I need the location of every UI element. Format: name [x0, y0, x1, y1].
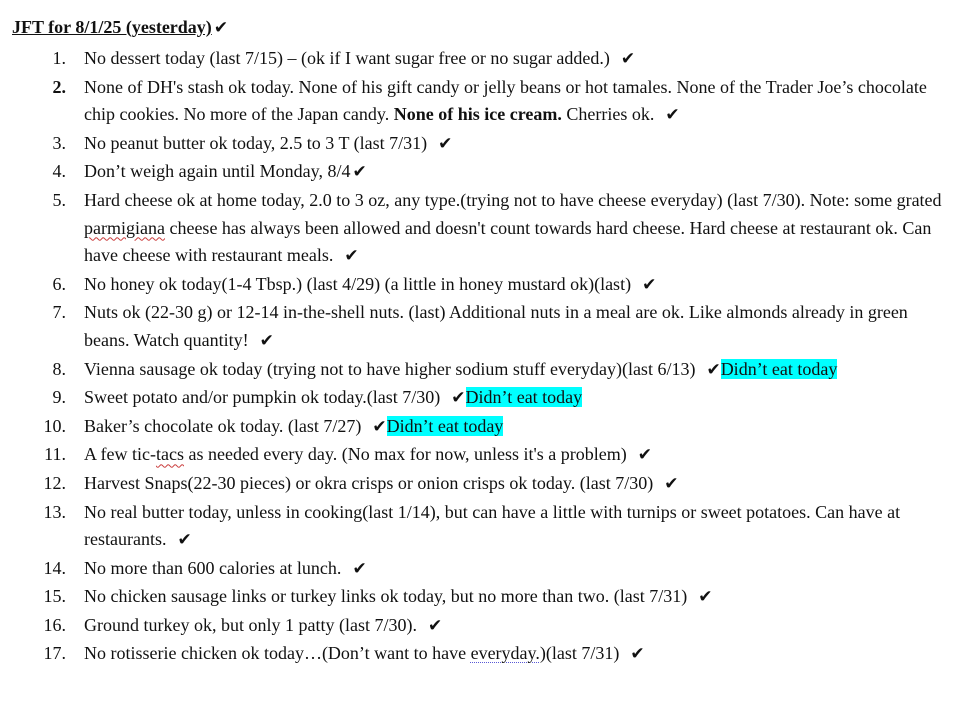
checkmark-icon: ✔ [637, 445, 652, 466]
page-title: JFT for 8/1/25 (yesterday) [12, 17, 212, 37]
list-item [12, 640, 955, 669]
list-item [12, 384, 955, 413]
item-bold-text: None of his ice cream. [393, 104, 562, 125]
item-text-continued: )(last 7/31) [539, 643, 620, 664]
item-text: No chicken sausage links or turkey links ok today, but no more than two. (last 7/31) [84, 586, 688, 607]
highlighted-note: Didn’t eat today [386, 415, 504, 436]
checkmark-icon: ✔ [259, 330, 274, 351]
item-text: None of DH's stash ok today. None of his gift candy or jelly beans or hot tamales. None of the Trader Joe’s chocolate chip cookies. No more of the Japan candy. [84, 76, 927, 125]
item-text: Sweet potato and/or pumpkin ok today.(last 7/30) [84, 387, 441, 408]
item-text: Nuts ok (22-30 g) or 12-14 in-the-shell nuts. (last) Additional nuts in a meal are ok. Like almonds already in green beans. Watch quantity! [84, 302, 908, 350]
checkmark-icon: ✔ [213, 18, 229, 38]
item-number: 5. [52, 189, 66, 210]
item-number: 10. [43, 415, 66, 436]
item-text: No real butter today, unless in cooking(last 1/14), but can have a little with turnips or sweet potatoes. Can have at restaurants. [84, 501, 901, 550]
item-number: 13. [43, 501, 66, 522]
list-item [12, 158, 955, 187]
checkmark-icon: ✔ [177, 530, 192, 551]
item-number: 2. [52, 76, 66, 97]
item-number: 11. [44, 444, 66, 465]
item-text: No more than 600 calories at lunch. [84, 557, 342, 578]
item-text-continued: Cherries ok. [566, 104, 655, 125]
spellcheck-word: parmigiana [84, 217, 165, 238]
list-item [12, 299, 955, 355]
item-number: 12. [43, 472, 66, 493]
highlighted-note: Didn’t eat today [465, 387, 583, 408]
list-item [12, 187, 955, 271]
item-text: No rotisserie chicken ok today…(Don’t want to have [84, 643, 467, 664]
list-item [12, 45, 955, 74]
item-number: 7. [52, 302, 66, 323]
list-item [12, 130, 955, 159]
item-text: A few tic- [84, 444, 156, 465]
list-item [12, 555, 955, 584]
item-number: 4. [52, 161, 66, 182]
list-item [12, 499, 955, 555]
checkmark-icon: ✔ [706, 359, 721, 380]
item-number: 9. [52, 387, 66, 408]
checkmark-icon: ✔ [372, 416, 387, 437]
item-number: 17. [43, 643, 66, 664]
item-text: Hard cheese ok at home today, 2.0 to 3 oz, any type.(trying not to have cheese everyday) (last 7/30). Note: some grated [84, 189, 942, 210]
checkmark-icon: ✔ [665, 105, 680, 126]
item-number: 3. [52, 132, 66, 153]
item-text: Vienna sausage ok today (trying not to have higher sodium stuff everyday)(last 6/13) [84, 358, 696, 379]
list-item [12, 74, 955, 130]
item-text-continued: as needed every day. (No max for now, unless it's a problem) [188, 444, 627, 465]
checkmark-icon: ✔ [344, 246, 359, 267]
item-text: Don’t weigh again until Monday, 8/4 [84, 161, 351, 182]
checkmark-icon: ✔ [642, 274, 657, 295]
checkmark-icon: ✔ [620, 49, 636, 69]
list-item [12, 356, 955, 385]
checkmark-icon: ✔ [427, 615, 443, 636]
item-number: 8. [52, 358, 66, 379]
item-text: Ground turkey ok, but only 1 patty (last 7/30). [84, 614, 417, 635]
item-text: Baker’s chocolate ok today. (last 7/27) [84, 415, 362, 436]
checkmark-icon: ✔ [352, 162, 367, 183]
item-text-continued: cheese has always been allowed and doesn't count towards hard cheese. Hard cheese at restaurant ok. Can have cheese with restaurant meals. [84, 217, 932, 266]
highlighted-note: Didn’t eat today [720, 358, 838, 379]
grammar-check-word: everyday. [470, 643, 540, 664]
item-number: 16. [43, 614, 66, 635]
list-item [12, 583, 955, 612]
list-item [12, 612, 955, 641]
item-text: Harvest Snaps(22-30 pieces) or okra crisps or onion crisps ok today. (last 7/30) [84, 472, 654, 493]
item-number: 6. [52, 273, 66, 294]
list-item [12, 441, 955, 470]
list-item [12, 470, 955, 499]
checkmark-icon: ✔ [352, 558, 367, 579]
checkmark-icon: ✔ [698, 587, 713, 608]
item-number: 15. [43, 586, 66, 607]
spellcheck-word: tacs [155, 444, 184, 465]
list-item [12, 271, 955, 300]
item-number: 1. [52, 48, 66, 68]
item-text: No dessert today (last 7/15) – (ok if I want sugar free or no sugar added.) [84, 48, 610, 68]
checkmark-icon: ✔ [438, 133, 453, 154]
item-number: 14. [43, 557, 66, 578]
checkmark-icon: ✔ [630, 644, 645, 665]
item-text: No honey ok today(1-4 Tbsp.) (last 4/29) (a little in honey mustard ok)(last) [84, 273, 632, 294]
list-item [12, 413, 955, 442]
item-text: No peanut butter ok today, 2.5 to 3 T (last 7/31) [84, 132, 428, 153]
food-rules-list [12, 45, 955, 669]
checkmark-icon: ✔ [451, 388, 466, 409]
checkmark-icon: ✔ [664, 473, 679, 494]
document-heading [12, 14, 955, 41]
